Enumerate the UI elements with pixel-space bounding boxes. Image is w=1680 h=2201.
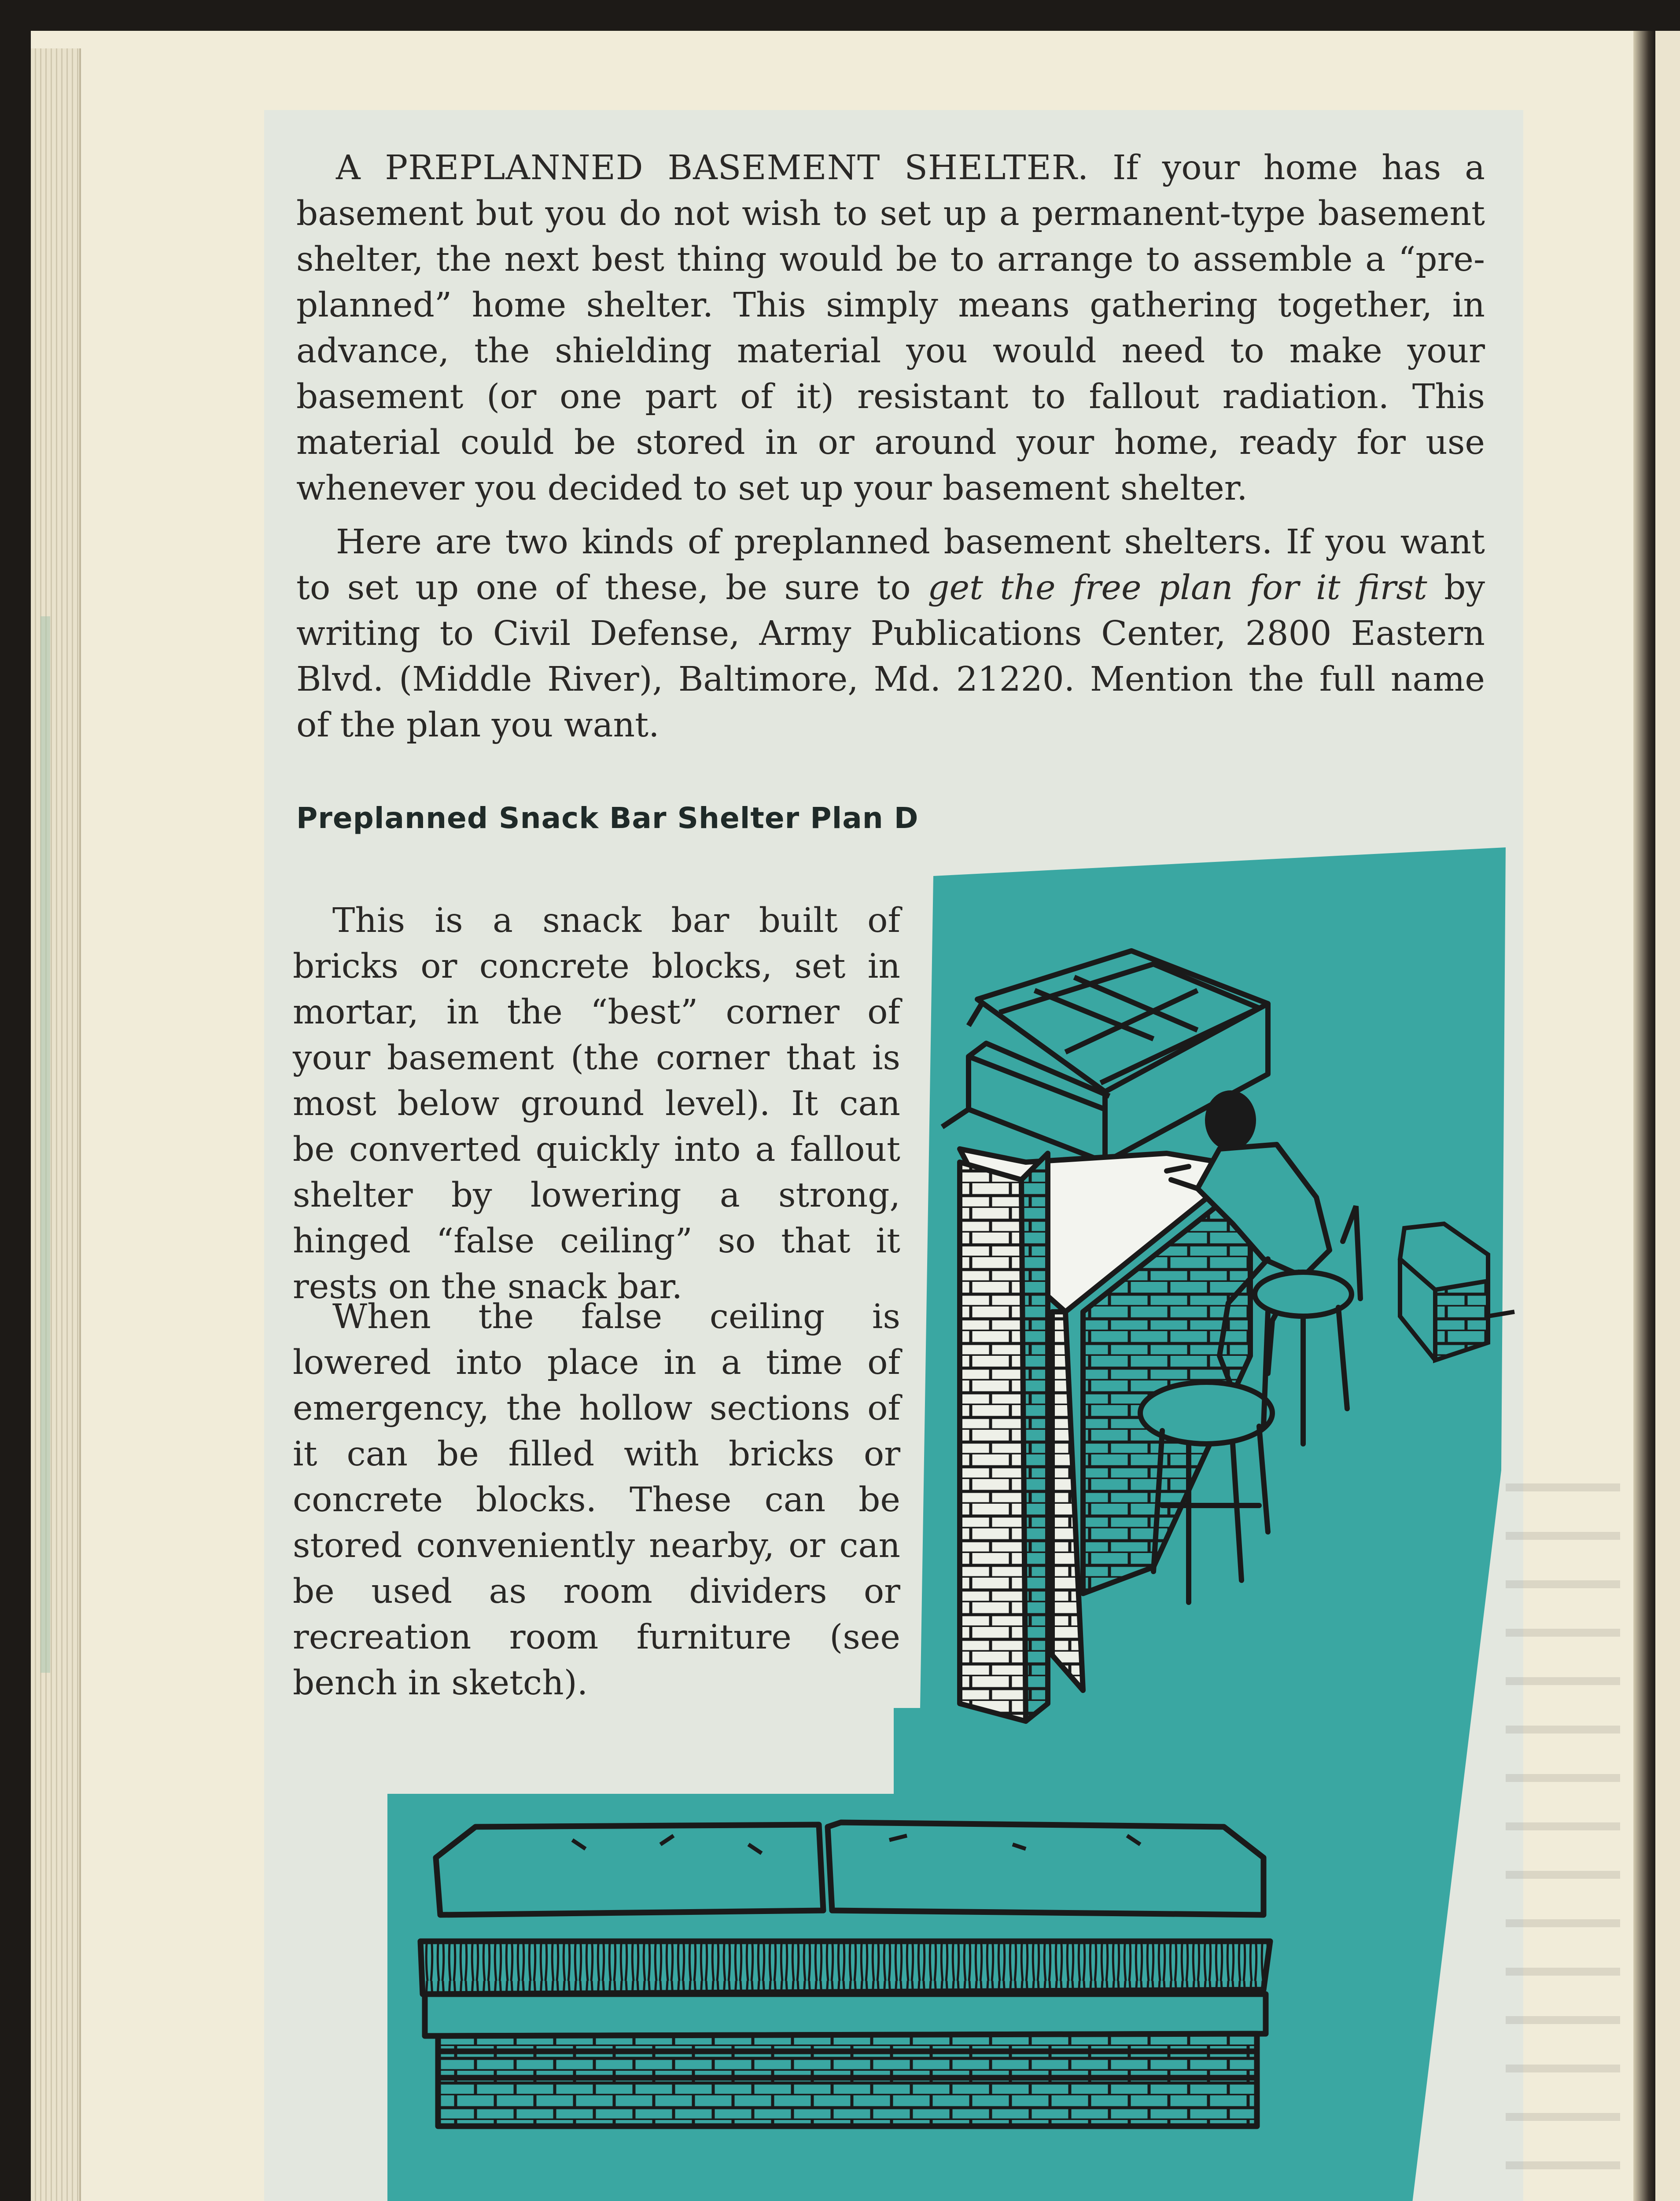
paragraph-snack-bar-text: This is a snack bar built of bricks or concrete blocks, set in mortar, in the “best” corner of your basement (the corner that is most below ground level). It can be converted quickly into a fallout shelter by lowering a strong, hinged “false ceiling” so that it rests on the snack bar. (293, 901, 900, 1307)
paragraph-false-ceiling-text: When the false ceiling is lowered into place in a time of emergency, the hollow sections of it can be filled with bricks or concrete blocks. These can be stored conveniently nearby, or can be used as room dividers or recreation room furniture (see bench in sketch). (293, 1297, 900, 1703)
paragraph-plans-lead: Here are two kinds of preplanned basement shelters. If you want to set up one of these, be sure to (296, 523, 1485, 607)
paragraph-intro-body: If your home has a basement but you do not wish to set up a permanent-type basement shelter, the next best thing would be to arrange to assemble a “pre-planned” home shelter. This simply means gathering together, in advance, the shielding material you would need to make your basement (or one part of it) resistant to fallout radiation. This material could be stored in or around your home, ready for use whenever you decided to set up your basement shelter. (296, 148, 1485, 508)
paragraph-plans-tail: by writing to Civil Defense, Army Publications Center, 2800 Eastern Blvd. (Middle River), Baltimore, Md. 21220. Mention the full name of the plan you want. (296, 568, 1485, 745)
section-title: A PREPLANNED BASEMENT SHELTER. (336, 148, 1089, 188)
plan-heading: Preplanned Snack Bar Shelter Plan D (296, 801, 919, 835)
emphasis-free-plan: get the free plan for it first (928, 568, 1427, 607)
bench-sketch (420, 1822, 1270, 2126)
